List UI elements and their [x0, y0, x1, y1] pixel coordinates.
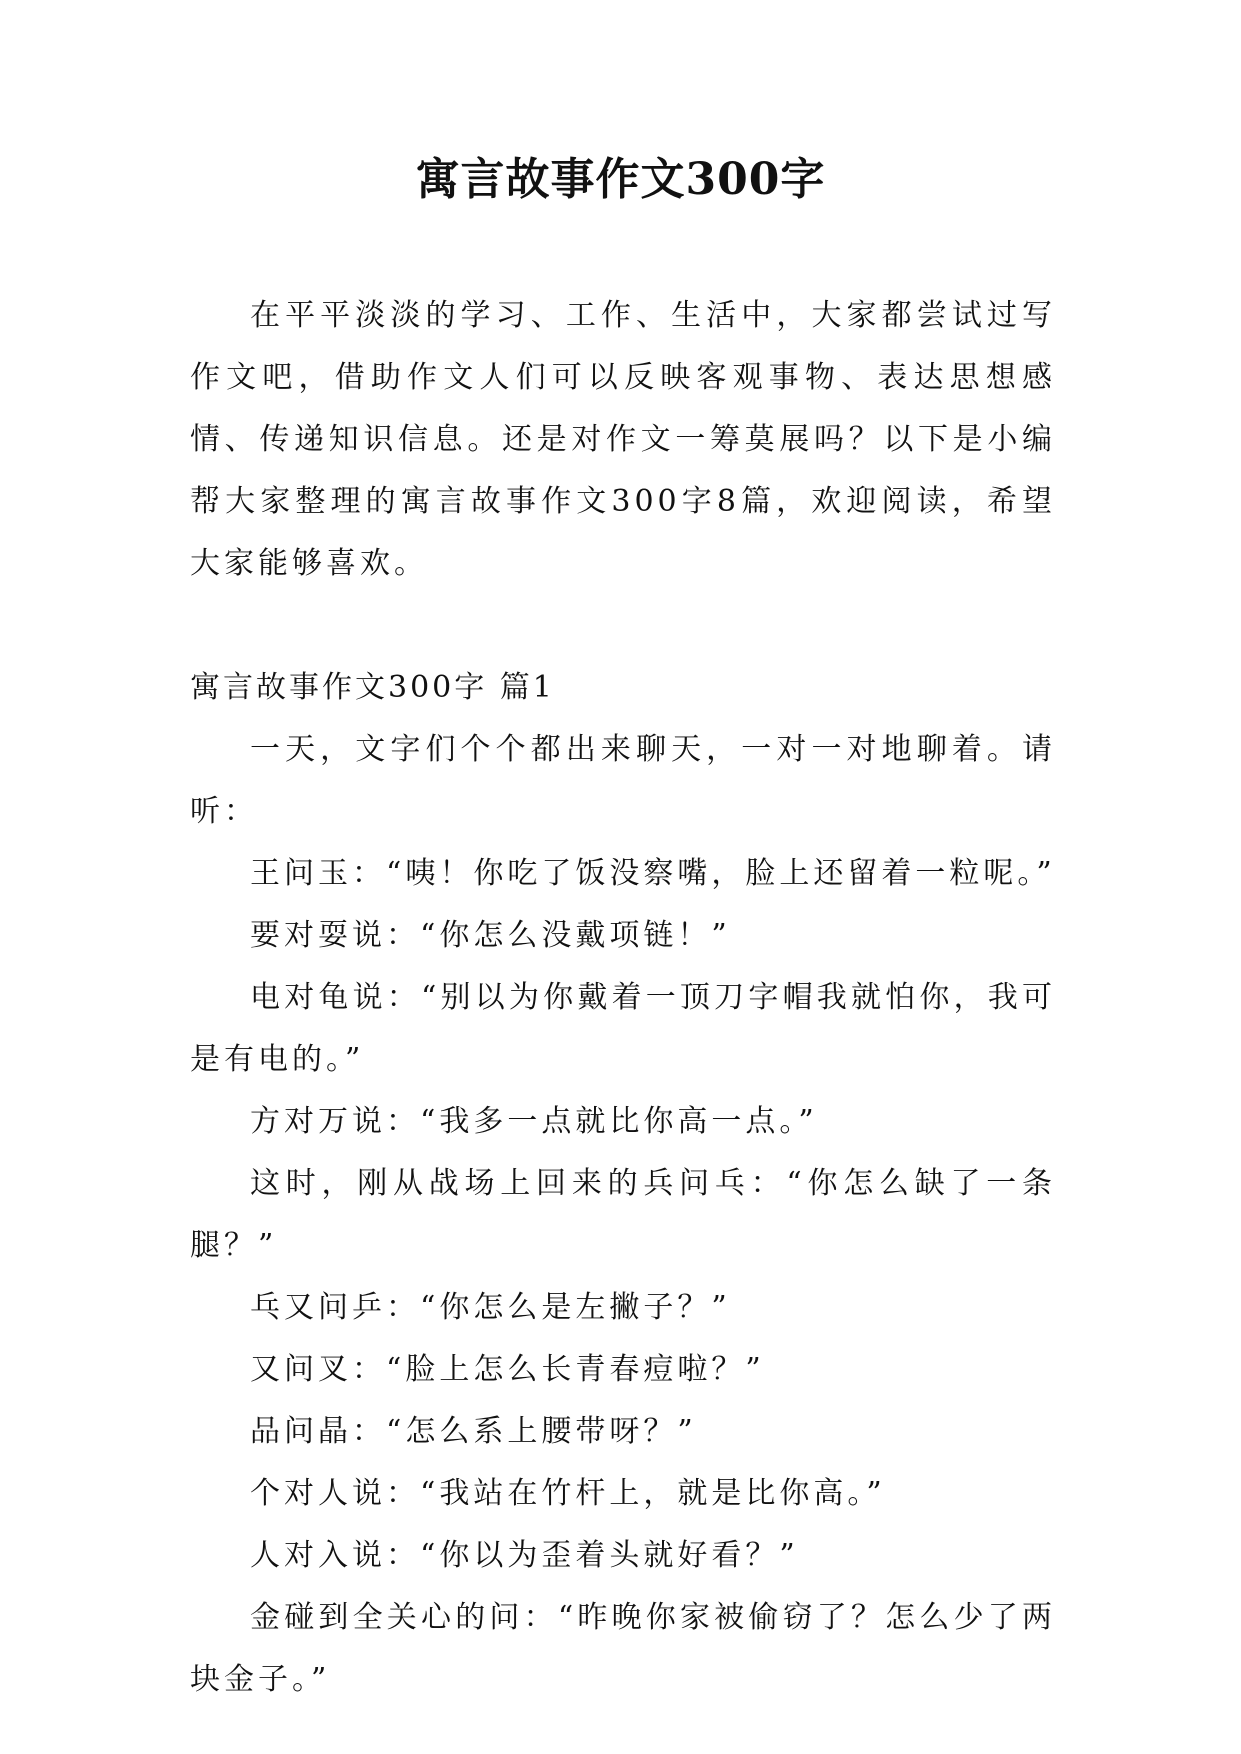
- story-paragraph: 方对万说：“我多一点就比你高一点。”: [250, 1104, 818, 1139]
- story-paragraph: 又问叉：“脸上怎么长青春痘啦？”: [250, 1352, 765, 1387]
- story-paragraph: 王问玉：“咦！你吃了饭没察嘴，脸上还留着一粒呢。”: [250, 856, 1056, 891]
- section-heading: 寓言故事作文300字 篇1: [190, 670, 555, 705]
- story-paragraph: 要对耍说：“你怎么没戴项链！”: [250, 918, 731, 953]
- intro-paragraph: 在平平淡淡的学习、工作、生活中，大家都尝试过写作文吧，借助作文人们可以反映客观事物、表达思想感情、传递知识信息。还是对作文一筹莫展吗？以下是小编帮大家整理的寓言故事作文300字8篇，欢迎阅读，希望大家能够喜欢。: [190, 298, 1056, 581]
- story-paragraph: 一天，文字们个个都出来聊天，一对一对地聊着。请听：: [190, 732, 1056, 829]
- story-paragraph: 个对人说：“我站在竹杆上，就是比你高。”: [250, 1476, 886, 1511]
- story-paragraph: 品问晶：“怎么系上腰带呀？”: [250, 1414, 697, 1449]
- story-paragraph: 这时，刚从战场上回来的兵问乓：“你怎么缺了一条腿？”: [190, 1166, 1056, 1263]
- story-paragraph: 金碰到全关心的问：“昨晚你家被偷窃了？怎么少了两块金子。”: [190, 1600, 1056, 1697]
- intro-section: [190, 285, 1056, 595]
- story-paragraphs: [190, 719, 1056, 1711]
- story-paragraph: 乓又问乒：“你怎么是左撇子？”: [250, 1290, 731, 1325]
- document-body: [190, 285, 1056, 1711]
- story-paragraph: 电对龟说：“别以为你戴着一顶刀字帽我就怕你，我可是有电的。”: [190, 980, 1056, 1077]
- document-title: 寓言故事作文300字: [415, 154, 826, 205]
- story-paragraph: 人对入说：“你以为歪着头就好看？”: [250, 1538, 799, 1573]
